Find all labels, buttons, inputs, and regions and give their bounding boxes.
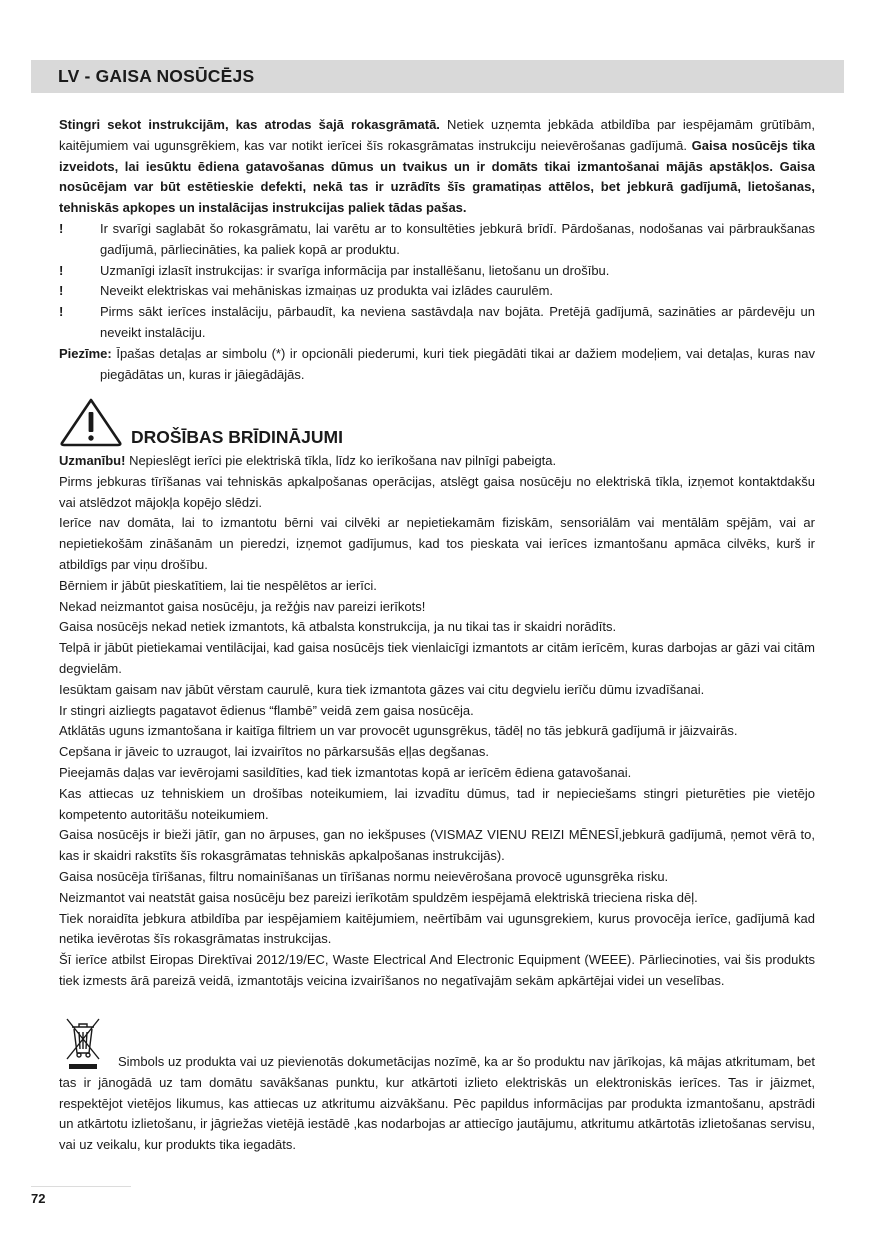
footer-divider (31, 1186, 131, 1187)
bullet-item (59, 302, 815, 344)
page-number: 72 (31, 1191, 46, 1206)
bullet-text: Ir svarīgi saglabāt šo rokasgrāmatu, lai varētu ar to konsultēties jebkurā brīdī. Pārdošanas, nodošanas vai pārbraukšanas gadījumā, pārliecināties, ka paliek kopā ar produktu. (100, 220, 815, 257)
safety-section (59, 451, 815, 992)
intro-lead-bold-2: Gaisa nosūcējs tika izveidots, lai iesūktu ēdiena gatavošanas dūmus un tvaikus un ir domāts tikai izmantošanai mājās apstākļos. Gaisa nosūcējam var būt estētieskie defekti, nekā tas ir uzrādīts šīs gramatiņas attēlos, bet jebkurā gadījumā, lietošanas, tehniskās apkopes un instalācijas instrukcijas paliek tādas pašas. (59, 137, 815, 216)
safety-paragraph: Gaisa nosūcēja tīrīšanas, filtru nomainīšanas un tīrīšanas normu neievērošana provocē ugunsgrēka risku. (59, 868, 669, 884)
safety-paragraph: Pirms jebkuras tīrīšanas vai tehniskās apkalpošanas operācijas, atslēgt gaisa nosūcēju no elektriskā tīkla, izņemot kontaktdakšu vai atslēdzot mājokļa kopējo slēdzi. (59, 473, 815, 510)
caution-text: Nepieslēgt ierīci pie elektriskā tīkla, līdz ko ierīkošana nav pilnīgi pabeigta. (125, 453, 557, 468)
safety-paragraph: Ir stingri aizliegts pagatavot ēdienus “flambē” veidā zem gaisa nosūcēja. (59, 702, 474, 718)
warning-triangle-icon (59, 397, 123, 447)
note-text: Īpašas detaļas ar simbolu (*) ir opcionāli piederumi, kuri tiek piegādāti tikai ar dažiem modeļiem, vai detaļas, kuras nav piegādātas un, kuras ir jāiegādājās. (100, 345, 815, 382)
exclamation-icon: ! (59, 304, 64, 320)
bullet-text: Neveikt elektriskas vai mehāniskas izmaiņas uz produkta vai izlādes caurulēm. (100, 283, 554, 299)
exclamation-icon: ! (59, 220, 64, 236)
safety-heading (59, 397, 815, 449)
safety-paragraph: Atklātās uguns izmantošana ir kaitīga filtriem un var provocēt ugunsgrēkus, tādēļ no tās jebkurā gadījumā ir jāizvairās. (59, 723, 738, 739)
safety-paragraph: Gaisa nosūcējs ir bieži jātīr, gan no ārpuses, gan no iekšpuses (VISMAZ VIENU REIZI MĒNESĪ,jebkurā gadījumā, ņemot vērā to, kas ir skaidri rakstīts šīs rokasgrāmatas tehniskās apkalpošanas instrukcijās). (59, 827, 815, 864)
safety-paragraph: Neizmantot vai neatstāt gaisa nosūcēju bez pareizi ierīkotām spuldzēm iespējamā elektriskā trieciena riska dēļ. (59, 889, 698, 905)
safety-paragraph: Bērniem ir jābūt pieskatītiem, lai tie nespēlētos ar ierīci. (59, 577, 377, 593)
safety-paragraph: Šī ierīce atbilst Eiropas Direktīvai 2012/19/EC, Waste Electrical And Electronic Equipment (WEEE). Pārliecinoties, vai šis produkts tiek izmests ārā pareizā veidā, izmantotājs veicina izvairīšanos no negatīvajām sekām apkārtējai videi un veselības. (59, 952, 815, 988)
bullet-item (59, 219, 815, 261)
safety-paragraph: Cepšana ir jāveic to uzraugot, lai izvairītos no pārkarsušās eļļas degšanas. (59, 744, 489, 760)
weee-paragraph: Simbols uz produkta vai uz pievienotās dokumetācijas nozīmē, ka ar šo produktu nav jārīkojas, kā mājas atkritumam, bet tas ir jānogādā uz tam domātu savākšanas punktu, kur atkārtoti izlieto elektriskās un elektroniskās ierīces. Tas ir jāizmet, respektējot vietējos likumus, kas attiecas uz atkritumu aizvākšanu. Pēc papildus informācijas par produkta izmantošanu, apstrādi un atkārtotu izlietošanu, ir jāgriežas vietējā iestādē ,kas nodarbojas ar attiecīgo jautājumu, atkritumu atkārtotās izlietošanas servisu, vai uz veikalu, kur produkts tika iegadāts. (59, 1054, 815, 1153)
safety-paragraph: Nekad neizmantot gaisa nosūcēju, ja režģis nav pareizi ierīkots! (59, 598, 426, 614)
safety-paragraph: Telpā ir jābūt pietiekamai ventilācijai, kad gaisa nosūcējs tiek vienlaicīgi izmantots ar citām ierīcēm, kuras darbojas ar gāzi vai citām degvielām. (59, 640, 815, 676)
safety-paragraph: Ierīce nav domāta, lai to izmantotu bērni vai cilvēki ar nepietiekamām fiziskām, sensoriālām vai mentālām spējām, vai ar nepietiekošām zināšanām un pieredzi, izņemot gadījumus, kad tos pieskata vai ierīces izmantošanu apmāca cilvēks, kurš ir atbildīgs par viņu drošību. (59, 515, 815, 572)
note-label: Piezīme: (59, 345, 112, 361)
intro-section (59, 115, 815, 385)
note (59, 344, 815, 386)
intro-lead-bold: Stingri sekot instrukcijām, kas atrodas šajā rokasgrāmatā. (59, 117, 440, 132)
safety-paragraph: Iesūktam gaisam nav jābūt vērstam caurulē, kura tiek izmantota gāzes vai citu degvielu ierīču dūmu izvadīšanai. (59, 681, 705, 697)
safety-paragraph: Tiek noraidīta jebkura atbildība par iespējamiem kaitējumiem, neērtībām vai ugunsgrekiem, kurus provocēja ierīce, gadījumā kad netika ievērotas šīs rokasgrāmatas instrukcijas. (59, 910, 815, 947)
exclamation-icon: ! (59, 283, 64, 299)
bullet-text: Uzmanīgi izlasīt instrukcijas: ir svarīga informācija par installēšanu, lietošanu un drošību. (100, 262, 610, 278)
caution-paragraph (59, 451, 815, 472)
exclamation-icon: ! (59, 262, 64, 278)
safety-paragraph: Kas attiecas uz tehniskiem un drošības noteikumiem, lai izvadītu dūmus, tad ir nepieciešams stingri pieturēties pie vietējo kompetento autoritāšu noteikumiem. (59, 785, 815, 822)
safety-title: DROŠĪBAS BRĪDINĀJUMI (131, 427, 343, 447)
intro-paragraph (59, 115, 815, 219)
safety-paragraph: Pieejamās daļas var ievērojami sasildīties, kad tiek izmantotas kopā ar ierīcēm ēdiena gatavošanai. (59, 764, 632, 780)
section-title: LV - GAISA NOSŪCĒJS (58, 66, 255, 86)
bullet-text: Pirms sākt ierīces instalāciju, pārbaudīt, ka neviena sastāvdaļa nav bojāta. Pretējā gadījumā, sazināties ar pārdevēju un neveikt instalāciju. (100, 304, 815, 340)
bullet-item (59, 281, 815, 302)
section-header-bar (31, 60, 844, 93)
intro-lead-text: Netiek uzņemta jebkāda atbildība par iespējamām grūtībām, kaitējumiem vai ugunsgrēkiem, kas var notikt ierīcei šīs rokasgrāmatas instrukciju neievērošanas gadījumā. (59, 117, 815, 153)
safety-paragraph: Gaisa nosūcējs nekad netiek izmantots, kā atbalsta konstrukcija, ja nu tikai tas ir skaidri norādīts. (59, 619, 617, 635)
bullet-item (59, 261, 815, 282)
caution-label: Uzmanību! (59, 453, 126, 468)
